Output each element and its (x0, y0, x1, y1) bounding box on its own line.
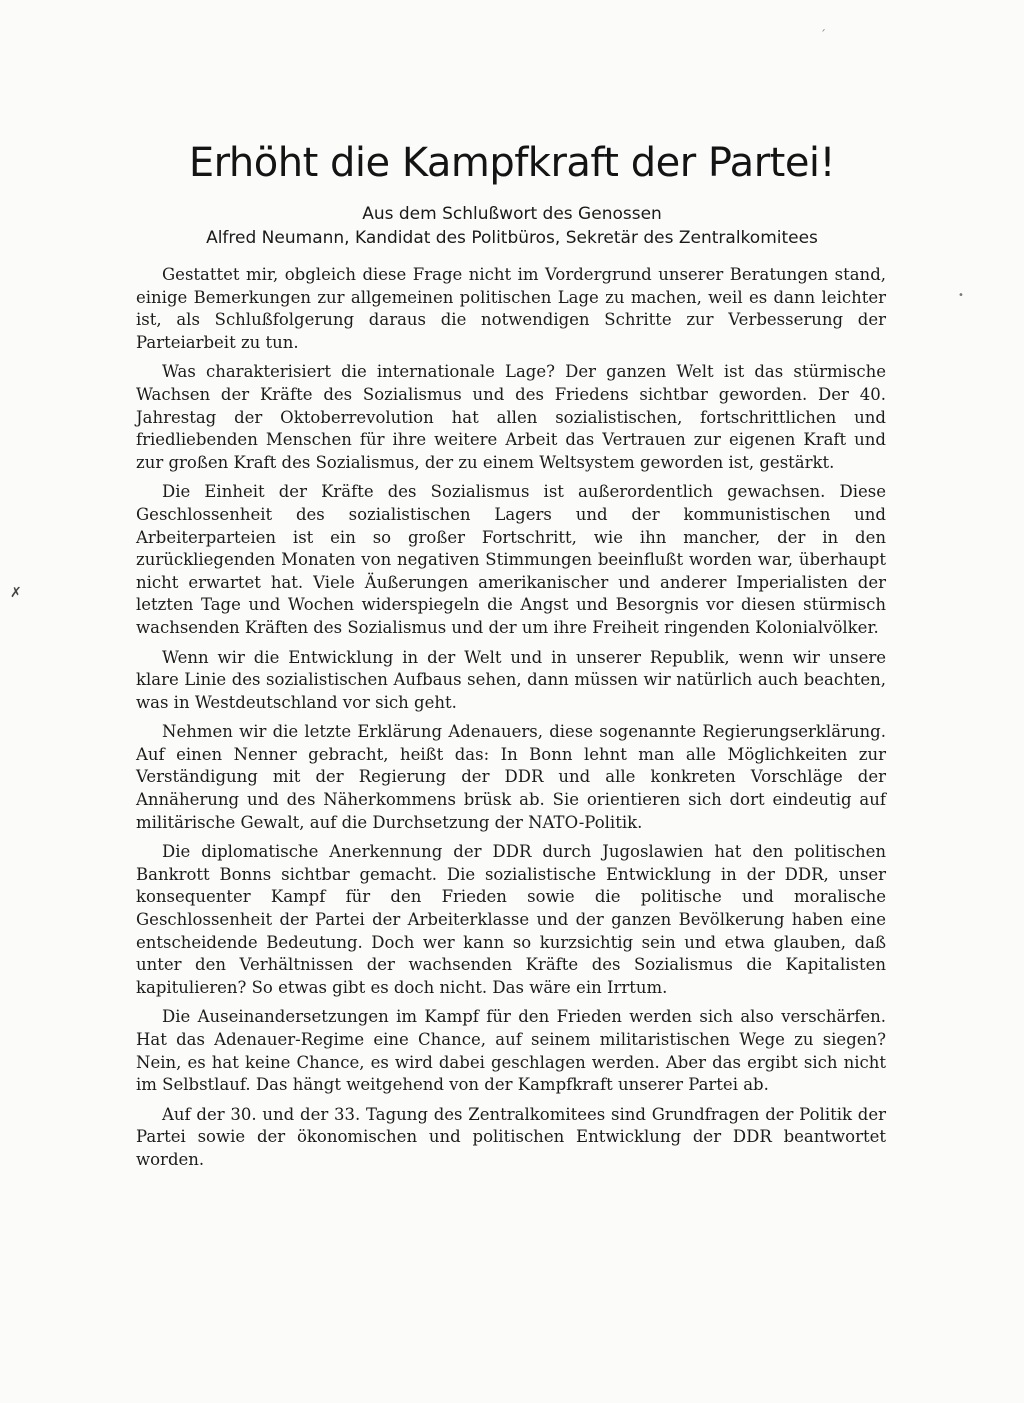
paragraph: Gestattet mir, obgleich diese Frage nicht im Vordergrund unserer Beratungen stand, einige Bemerkungen zur allgemeinen politischen Lage zu machen, weil es dann leichter ist, als Schlußfolgerung daraus die notwendigen Schritte zur Verbesserung der Parteiarbeit zu tun. (136, 265, 886, 352)
margin-mark: ✗ (10, 585, 22, 601)
paragraph: Die Einheit der Kräfte des Sozialismus ist außerordentlich gewachsen. Diese Geschlossenheit des sozialistischen Lagers und der kommunistischen und Arbeiterparteien ist ein so großer Fortschritt, wie ihn mancher, der in den zurückliegenden Monaten von negativen Stimmungen beeinflußt worden war, überhaupt nicht erwartet hat. Viele Äußerungen amerikanischer und anderer Imperialisten der letzten Tage und Wochen widerspiegeln die Angst und Besorgnis vor diesen stürmisch wachsenden Kräften des Sozialismus und der um ihre Freiheit ringenden Kolonialvölker. (136, 482, 886, 637)
subtitle (130, 202, 894, 250)
paragraph: Die diplomatische Anerkennung der DDR durch Jugoslawien hat den politischen Bankrott Bonns sichtbar gemacht. Die sozialistische Entwicklung in der DDR, unser konsequenter Kampf für den Frieden sowie die politische und moralische Geschlossenheit der Partei der Arbeiterklasse und der ganzen Bevölkerung haben eine entscheidende Bedeutung. Doch wer kann so kurzsichtig sein und etwa glauben, daß unter den Verhältnissen der wachsenden Kräfte des Sozialismus die Kapitalisten kapitulieren? So etwas gibt es doch nicht. Das wäre ein Irrtum. (136, 842, 886, 997)
subtitle-line: Aus dem Schlußwort des Genossen (362, 204, 662, 224)
page-title: Erhöht die Kampfkraft der Partei! (188, 140, 836, 186)
paragraph: Auf der 30. und der 33. Tagung des Zentralkomitees sind Grundfragen der Politik der Partei sowie der ökonomischen und politischen Entwicklung der DDR beantwortet worden. (136, 1104, 886, 1169)
paragraph: Die Auseinandersetzungen im Kampf für den Frieden werden sich also verschärfen. Hat das Adenauer-Regime eine Chance, auf seinem militaristischen Wege zu siegen? Nein, es hat keine Chance, es wird dabei geschlagen werden. Aber das ergibt sich nicht im Selbstlauf. Das hängt weitgehend von der Kampfkraft unserer Partei ab. (136, 1007, 886, 1095)
paragraph: Nehmen wir die letzte Erklärung Adenauers, diese sogenannte Regierungserklärung. Auf einen Nenner gebracht, heißt das: In Bonn lehnt man alle Möglichkeiten zur Verständigung mit der Regierung der DDR und alle konkreten Vorschläge der Annäherung und des Näherkommens brüsk ab. Sie orientieren sich dort eindeutig auf militärische Gewalt, auf die Durchsetzung der NATO-Politik. (136, 722, 886, 832)
article-body (136, 264, 886, 1179)
scan-speck: • (958, 290, 964, 301)
scan-speck: ´ (820, 28, 826, 42)
paragraph: Was charakterisiert die internationale Lage? Der ganzen Welt ist das stürmische Wachsen der Kräfte des Sozialismus und des Friedens sichtbar geworden. Der 40. Jahrestag der Oktoberrevolution hat allen sozialistischen, fortschrittlichen und friedliebenden Menschen für ihre weitere Arbeit das Vertrauen zur eigenen Kraft und zur großen Kraft des Sozialismus, der zu einem Weltsystem geworden ist, gestärkt. (136, 362, 886, 472)
subtitle-line: Alfred Neumann, Kandidat des Politbüros, Sekretär des Zentralkomitees (206, 228, 818, 248)
paragraph: Wenn wir die Entwicklung in der Welt und in unserer Republik, wenn wir unsere klare Linie des sozialistischen Aufbaus sehen, dann müssen wir natürlich auch beachten, was in Westdeutschland vor sich geht. (136, 647, 886, 712)
